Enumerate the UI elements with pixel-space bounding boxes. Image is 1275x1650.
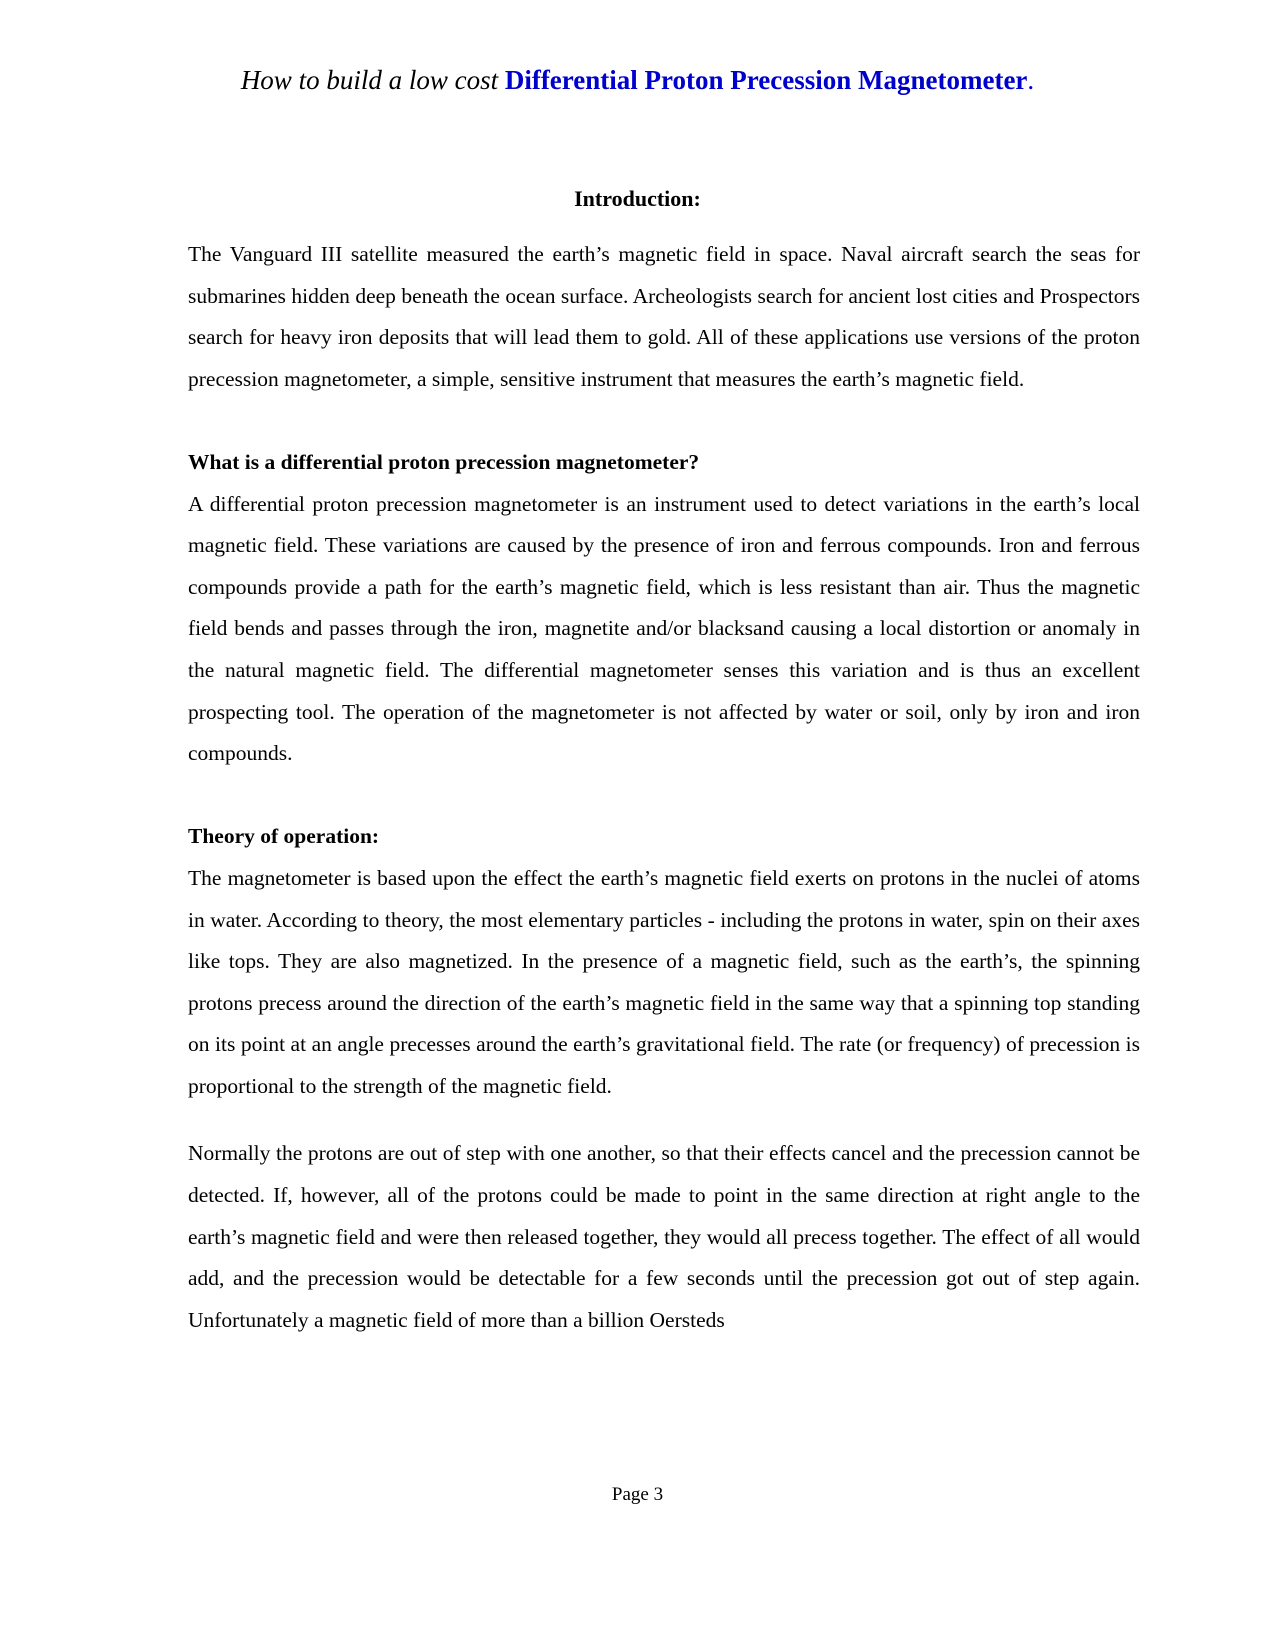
- introduction-paragraph: The Vanguard III satellite measured the earth’s magnetic field in space. Naval aircraft search the seas for submarines hidden deep beneath the ocean surface. Archeologists search for ancient lost cities and Prospectors search for heavy iron deposits that will lead them to gold. All of these applications use versions of the proton precession magnetometer, a simple, sensitive instrument that measures the earth’s magnetic field.: [188, 242, 1140, 391]
- what-is-heading: What is a differential proton precession magnetometer?: [188, 449, 700, 474]
- spacer: [188, 1107, 1140, 1133]
- title-lead: How to build a low cost: [240, 65, 505, 95]
- spacer: [188, 775, 1140, 817]
- page-number: Page 3: [611, 1484, 664, 1505]
- theory-paragraph-1: The magnetometer is based upon the effect the earth’s magnetic field exerts on protons in the nuclei of atoms in water. According to theory, the most elementary particles - including the protons in water, spin on their axes like tops. They are also magnetized. In the presence of a magnetic field, such as the earth’s, the spinning protons precess around the direction of the earth’s magnetic field in the same way that a spinning top standing on its point at an angle precesses around the earth’s gravitational field. The rate (or frequency) of precession is proportional to the strength of the magnetic field.: [188, 865, 1140, 1098]
- body-column: [188, 234, 1140, 1341]
- what-is-paragraph: A differential proton precession magnetometer is an instrument used to detect variations in the earth’s local magnetic field. These variations are caused by the presence of iron and ferrous compounds. Iron and ferrous compounds provide a path for the earth’s magnetic field, which is less resistant than air. Thus the magnetic field bends and passes through the iron, magnetite and/or blacksand causing a local distortion or anomaly in the natural magnetic field. The differential magnetometer senses this variation and is thus an excellent prospecting tool. The operation of the magnetometer is not affected by water or soil, only by iron and iron compounds.: [188, 491, 1140, 766]
- theory-paragraph-2: Normally the protons are out of step with one another, so that their effects cancel and the precession cannot be detected. If, however, all of the protons could be made to point in the same direction at right angle to the earth’s magnetic field and were then released together, they would all precess together. The effect of all would add, and the precession would be detectable for a few seconds until the precession got out of step again. Unfortunately a magnetic field of more than a billion Oersteds: [188, 1141, 1140, 1332]
- theory-heading: Theory of operation:: [188, 824, 380, 849]
- introduction-heading: Introduction:: [574, 186, 701, 211]
- title-accent: Differential Proton Precession Magnetometer: [504, 65, 1028, 95]
- document-title: [0, 62, 1275, 98]
- spacer: [188, 400, 1140, 442]
- title-tail: .: [1027, 65, 1035, 95]
